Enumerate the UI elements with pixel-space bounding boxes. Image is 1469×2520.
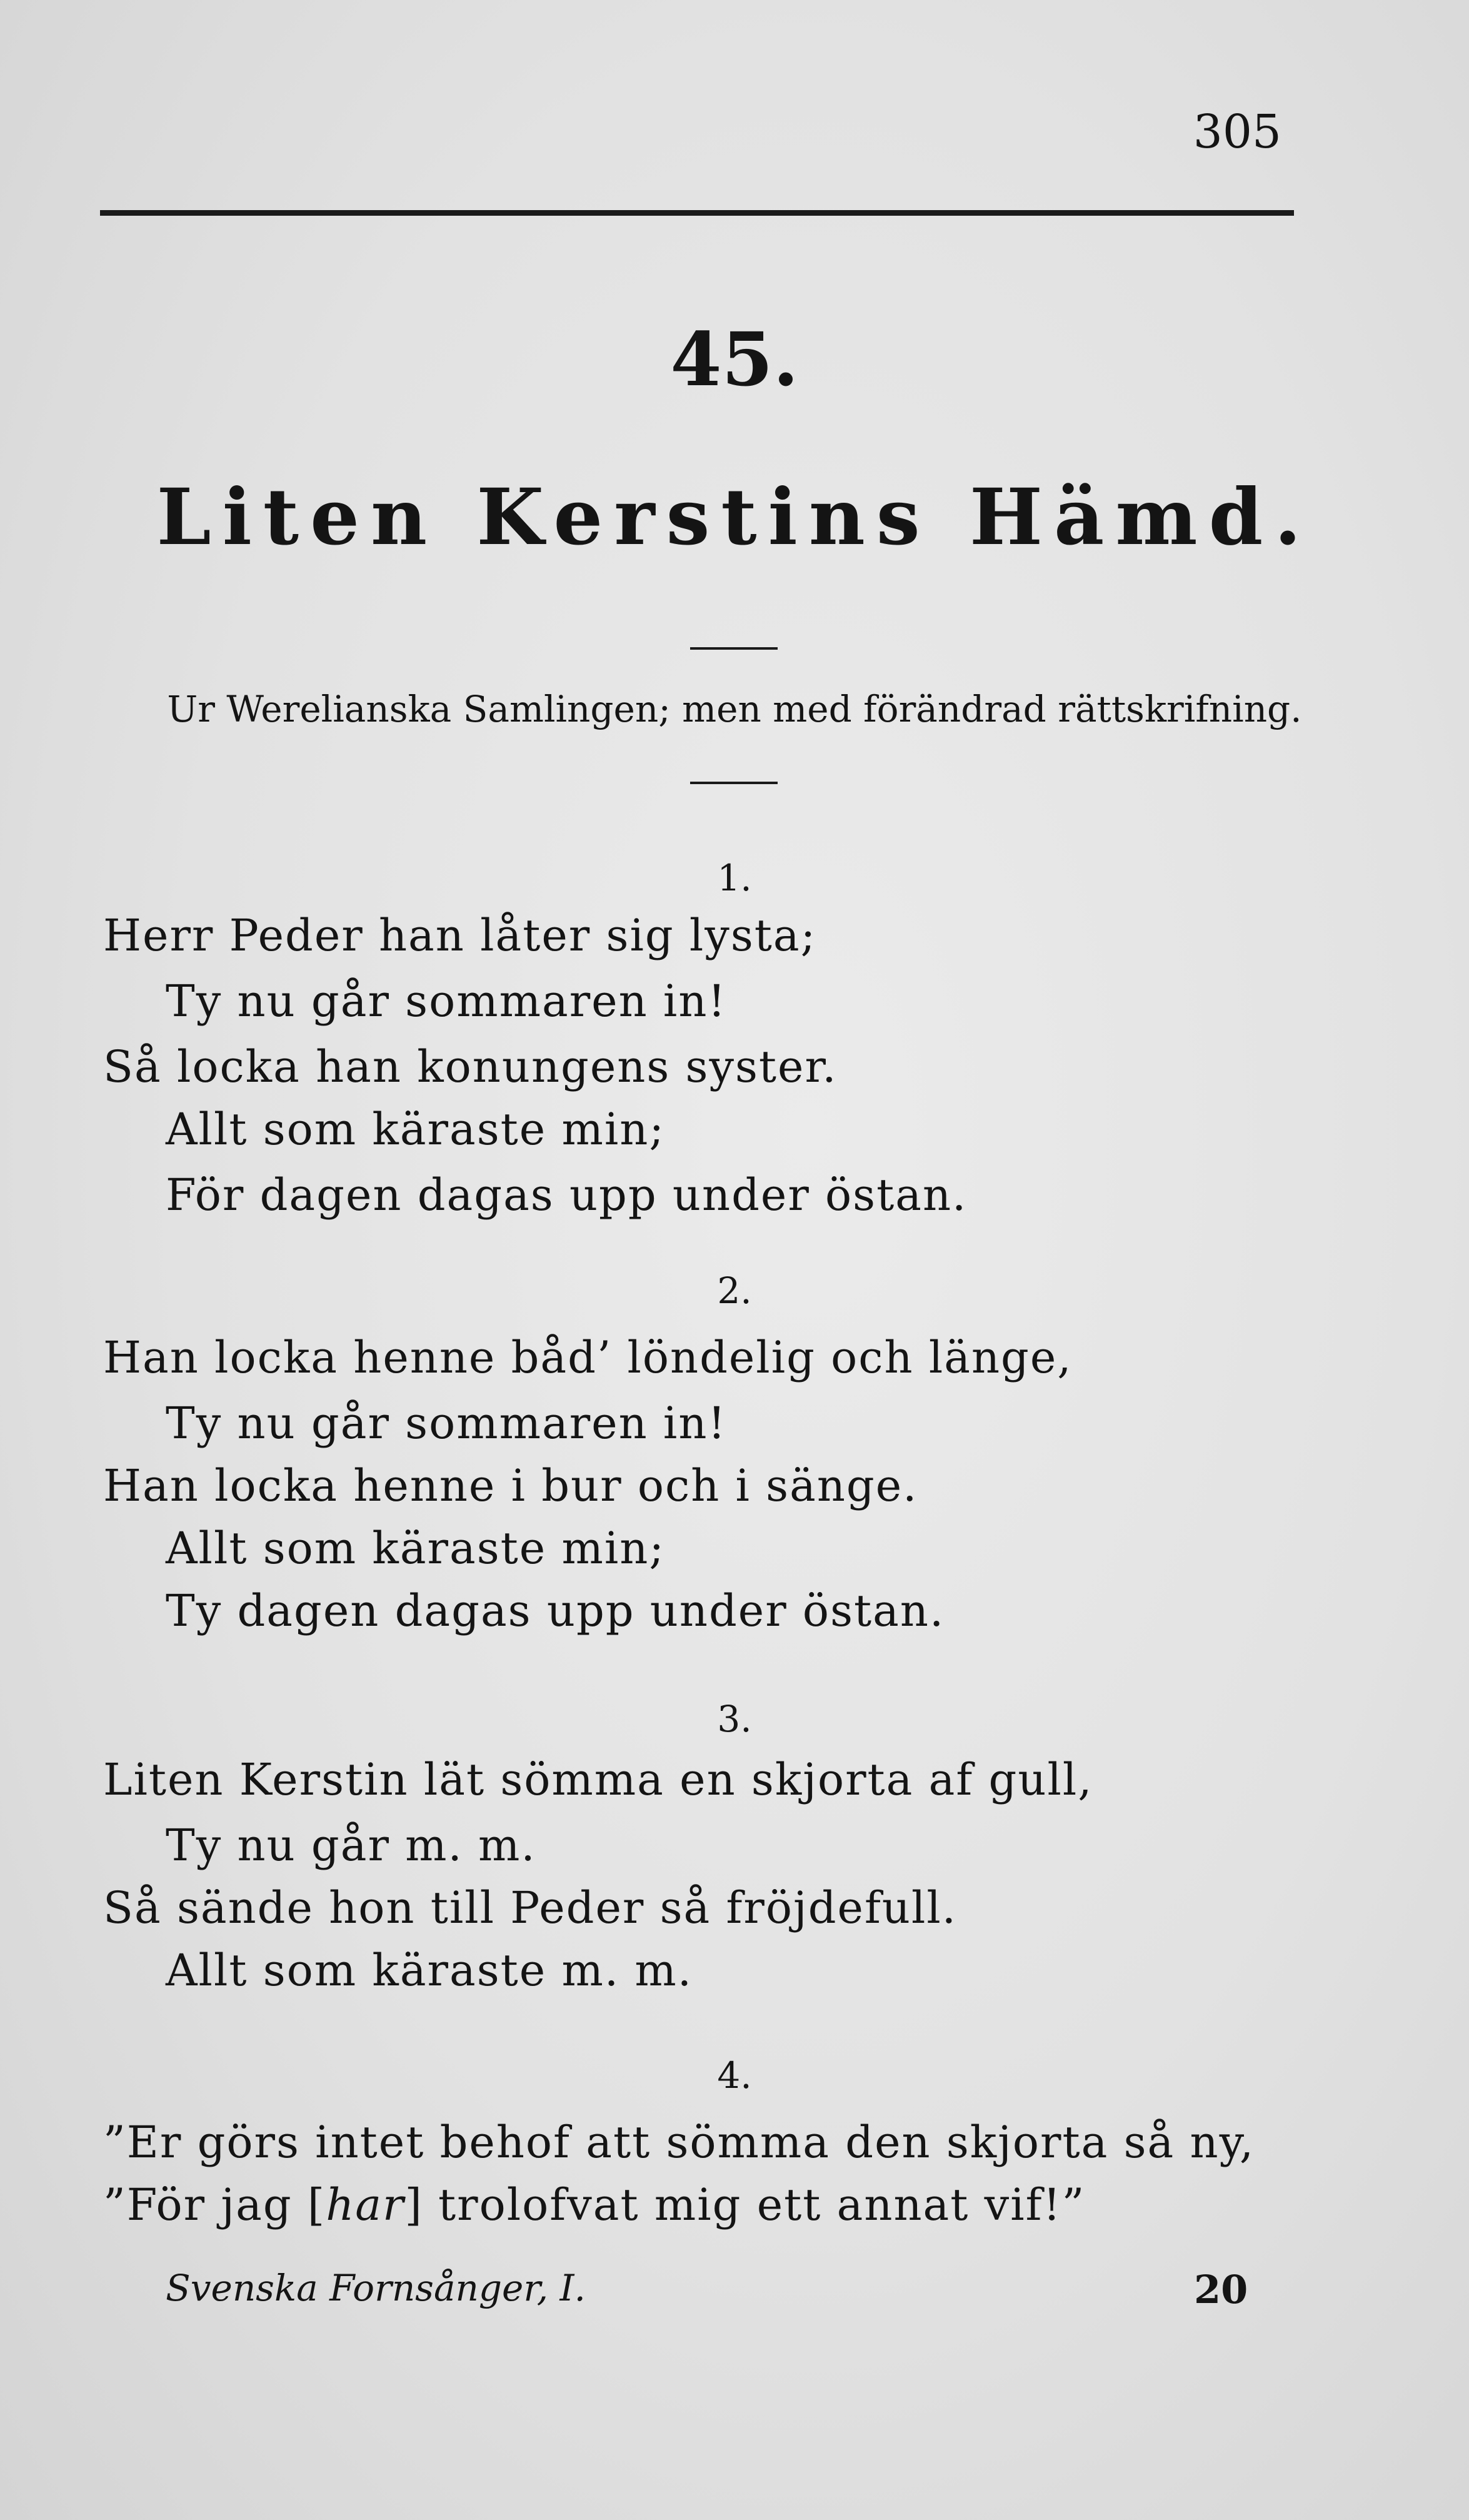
stanza-number: 4. (717, 2054, 752, 2097)
verse-line: ”Er görs intet behof att sömma den skjorta så ny, (103, 2117, 1255, 2168)
source-rule (690, 782, 778, 784)
verse-fragment: har (326, 2179, 405, 2230)
stanza-number: 2. (717, 1269, 752, 1312)
refrain-line: För dagen dagas upp under östan. (166, 1169, 968, 1221)
stanza-number: 1. (717, 857, 752, 899)
poem-number: 45. (670, 316, 799, 403)
verse-line: Liten Kerstin lät sömma en skjorta af gull, (103, 1754, 1093, 1805)
source-note: Ur Werelianska Samlingen; men med förändrad rättskrifning. (167, 688, 1302, 730)
refrain-line: Allt som käraste min; (166, 1104, 665, 1155)
verse-line: Herr Peder han låter sig lysta; (103, 910, 817, 961)
refrain-line: Ty nu går sommaren in! (166, 975, 727, 1027)
refrain-line: Ty dagen dagas upp under östan. (166, 1585, 945, 1636)
verse-line: Så sände hon till Peder så fröjdefull. (103, 1882, 957, 1933)
signature-line: Svenska Fornsånger, I. (166, 2267, 586, 2309)
sheet-signature: 20 (1194, 2267, 1248, 2312)
verse-fragment: ”För jag [ (103, 2179, 326, 2230)
verse-line: Han locka henne i bur och i sänge. (103, 1460, 918, 1511)
verse-fragment: ] trolofvat mig ett annat vif!” (404, 2179, 1086, 2230)
refrain-line: Allt som käraste m. m. (166, 1945, 693, 1996)
refrain-line: Ty nu går m. m. (166, 1820, 536, 1871)
refrain-line: Ty nu går sommaren in! (166, 1398, 727, 1449)
poem-title: Liten Kerstins Hämd. (156, 472, 1313, 563)
verse-line: Han locka henne båd’ löndelig och länge, (103, 1332, 1073, 1383)
page-number: 305 (1193, 105, 1281, 159)
header-rule (100, 210, 1294, 216)
title-rule (690, 647, 778, 650)
refrain-line: Allt som käraste min; (166, 1523, 665, 1574)
verse-line (103, 2179, 1085, 2230)
stanza-number: 3. (717, 1698, 752, 1740)
verse-line: Så locka han konungens syster. (103, 1041, 838, 1092)
